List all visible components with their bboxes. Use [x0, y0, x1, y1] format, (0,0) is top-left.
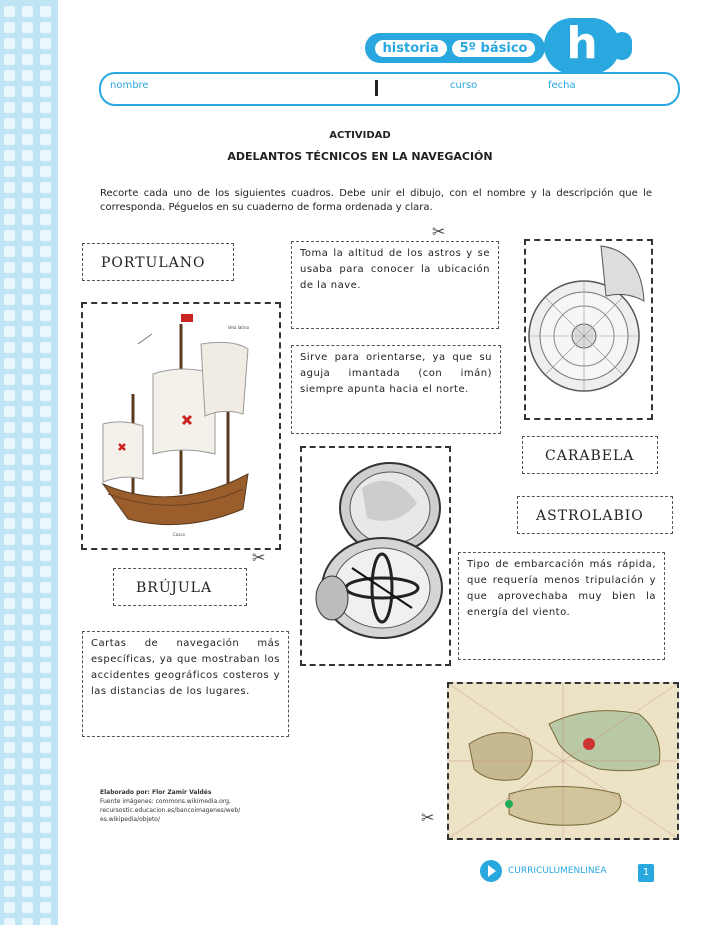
sidebar-square — [4, 342, 15, 353]
sidebar-square — [40, 246, 51, 257]
sidebar-square — [4, 6, 15, 17]
sidebar-square — [40, 438, 51, 449]
sidebar-square — [40, 630, 51, 641]
sidebar-square — [22, 118, 33, 129]
sidebar-square — [22, 886, 33, 897]
sidebar-square — [40, 166, 51, 177]
brand-name: CURRICULUMENLINEA — [508, 866, 607, 876]
image-card-astrolabio — [524, 239, 653, 420]
sidebar-square — [22, 342, 33, 353]
sidebar-square — [22, 614, 33, 625]
sidebar-square — [22, 646, 33, 657]
sidebar-square — [40, 454, 51, 465]
sidebar-square — [40, 902, 51, 913]
sidebar-square — [4, 726, 15, 737]
sidebar-square — [40, 406, 51, 417]
sidebar-square — [40, 870, 51, 881]
header-badge-bar — [365, 33, 545, 63]
sidebar-square — [22, 662, 33, 673]
credits — [100, 788, 240, 824]
sidebar-square — [4, 118, 15, 129]
sidebar-square — [40, 70, 51, 81]
sidebar-square — [4, 406, 15, 417]
sidebar-square — [4, 374, 15, 385]
sidebar-square — [4, 214, 15, 225]
sidebar-square — [4, 230, 15, 241]
sidebar-square — [22, 54, 33, 65]
desc-card-brujula: Sirve para orientarse, ya que su aguja imantada (con imán) siempre apunta hacia el norte. — [291, 345, 501, 434]
sidebar-square — [22, 582, 33, 593]
sidebar-square — [40, 86, 51, 97]
sidebar-square — [40, 262, 51, 273]
caravel-image — [83, 304, 279, 548]
sidebar-square — [40, 726, 51, 737]
scissors-icon: ✂ — [252, 548, 266, 567]
sidebar-square — [22, 502, 33, 513]
label-carabela: CARABELA — [545, 448, 635, 464]
label-card-portulano — [82, 243, 234, 281]
svg-text:Casco: Casco — [173, 532, 185, 537]
sidebar-square — [4, 70, 15, 81]
sidebar-square — [22, 822, 33, 833]
desc-card-astrolabio: Toma la altitud de los astros y se usaba para conocer la ubicación de la nave. — [291, 241, 499, 329]
sidebar-square — [22, 518, 33, 529]
sidebar-square — [40, 486, 51, 497]
sidebar-square — [40, 182, 51, 193]
sidebar-square — [4, 246, 15, 257]
sidebar-square — [4, 550, 15, 561]
credits-line-1: Elaborado por: Flor Zamir Valdés — [100, 789, 212, 796]
sidebar-square — [4, 806, 15, 817]
sidebar-square — [4, 38, 15, 49]
subject-badge: historia — [375, 40, 447, 57]
sidebar-square — [40, 710, 51, 721]
sidebar-square — [22, 838, 33, 849]
label-card-brujula — [113, 568, 247, 606]
activity-title: ADELANTOS TÉCNICOS EN LA NAVEGACIÓN — [227, 150, 493, 163]
name-label: nombre — [110, 80, 149, 91]
sidebar-square — [22, 790, 33, 801]
footer-logo — [480, 860, 607, 882]
scissors-icon: ✂ — [421, 808, 435, 827]
sidebar-square — [4, 278, 15, 289]
sidebar-square — [40, 550, 51, 561]
image-card-brujula — [300, 446, 451, 666]
sidebar-square — [22, 374, 33, 385]
sidebar-square — [40, 614, 51, 625]
sidebar-square — [22, 470, 33, 481]
sidebar-square — [4, 758, 15, 769]
sidebar-square — [4, 518, 15, 529]
sidebar-square — [22, 854, 33, 865]
sidebar-square — [22, 550, 33, 561]
sidebar-square — [40, 198, 51, 209]
sidebar-square — [22, 230, 33, 241]
date-label: fecha — [548, 80, 576, 91]
label-astrolabio: ASTROLABIO — [536, 508, 644, 524]
sidebar-square — [4, 534, 15, 545]
sidebar-square — [4, 838, 15, 849]
sidebar-square — [4, 822, 15, 833]
sidebar-square — [40, 646, 51, 657]
sidebar-square — [4, 710, 15, 721]
sidebar-square — [4, 630, 15, 641]
credits-line-3: recursostic.educacion.es/bancoimagenes/web/ — [100, 807, 241, 814]
activity-heading: ACTIVIDAD — [329, 130, 391, 141]
sidebar-square — [40, 694, 51, 705]
scissors-icon: ✂ — [432, 222, 446, 241]
sidebar-square — [22, 486, 33, 497]
sidebar-square — [4, 326, 15, 337]
sidebar-square — [40, 22, 51, 33]
sidebar-square — [4, 310, 15, 321]
sidebar-square — [40, 374, 51, 385]
sidebar-square — [40, 6, 51, 17]
sidebar-square — [22, 86, 33, 97]
sidebar-square — [4, 198, 15, 209]
sidebar-square — [40, 470, 51, 481]
sidebar-square — [40, 582, 51, 593]
sidebar-square — [40, 422, 51, 433]
sidebar-square — [22, 534, 33, 545]
subject-logo: h — [544, 18, 620, 74]
sidebar-square — [40, 566, 51, 577]
sidebar-square — [22, 758, 33, 769]
sidebar-square — [40, 806, 51, 817]
sidebar-square — [4, 294, 15, 305]
sidebar-square — [4, 598, 15, 609]
sidebar-square — [22, 406, 33, 417]
sidebar-square — [22, 422, 33, 433]
sidebar-square — [40, 838, 51, 849]
sidebar-square — [22, 438, 33, 449]
course-label: curso — [450, 80, 478, 91]
sidebar-square — [4, 390, 15, 401]
sidebar-square — [4, 262, 15, 273]
astrolabe-image — [526, 241, 651, 418]
sidebar-square — [4, 870, 15, 881]
sidebar-square — [4, 86, 15, 97]
sidebar-square — [22, 246, 33, 257]
sidebar-square — [40, 502, 51, 513]
sidebar-square — [40, 118, 51, 129]
sidebar-square — [22, 102, 33, 113]
sidebar-square — [22, 166, 33, 177]
sidebar-square — [22, 726, 33, 737]
sidebar-square — [22, 454, 33, 465]
sidebar-square — [4, 22, 15, 33]
sidebar-square — [22, 694, 33, 705]
sidebar-square — [4, 454, 15, 465]
sidebar-square — [4, 646, 15, 657]
sidebar-square — [22, 182, 33, 193]
sidebar-square — [4, 854, 15, 865]
sidebar-square — [22, 806, 33, 817]
sidebar-square — [22, 294, 33, 305]
credits-line-4: es.wikipedia/objeto/ — [100, 816, 160, 823]
sidebar-square — [40, 598, 51, 609]
credits-line-2: Fuente imágenes: commons.wikimedia.org, — [100, 798, 231, 805]
sidebar-square — [40, 38, 51, 49]
sidebar-square — [22, 262, 33, 273]
sidebar-square — [40, 102, 51, 113]
sidebar-square — [40, 678, 51, 689]
sidebar-square — [4, 54, 15, 65]
sidebar-square — [4, 502, 15, 513]
sidebar-square — [40, 54, 51, 65]
image-card-carabela — [81, 302, 281, 550]
sidebar-square — [4, 358, 15, 369]
sidebar-square — [22, 358, 33, 369]
text-cursor — [375, 80, 378, 96]
sidebar-square — [4, 902, 15, 913]
sidebar-square — [4, 582, 15, 593]
student-info-bar — [99, 72, 680, 106]
svg-text:Vela latina: Vela latina — [228, 325, 249, 330]
sidebar-square — [22, 38, 33, 49]
sidebar-square — [4, 438, 15, 449]
grade-badge: 5º básico — [452, 40, 536, 57]
sidebar-square — [40, 294, 51, 305]
sidebar-square — [4, 470, 15, 481]
sidebar-square — [22, 214, 33, 225]
sidebar-square — [40, 390, 51, 401]
sidebar-square — [4, 182, 15, 193]
sidebar-square — [4, 774, 15, 785]
sidebar-square — [40, 326, 51, 337]
sidebar-square — [22, 630, 33, 641]
sidebar-square — [4, 742, 15, 753]
sidebar-square — [22, 598, 33, 609]
sidebar-square — [22, 70, 33, 81]
sidebar-square — [4, 166, 15, 177]
label-card-carabela — [522, 436, 658, 474]
instructions: Recorte cada uno de los siguientes cuadros. Debe unir el dibujo, con el nombre y la descripción que le corresponda. Péguelos en su cuaderno de forma ordenada y clara. — [100, 188, 652, 213]
page-number: 1 — [638, 864, 654, 882]
sidebar-square — [22, 742, 33, 753]
sidebar-square — [40, 742, 51, 753]
sidebar-square — [40, 662, 51, 673]
label-brujula: BRÚJULA — [136, 580, 213, 596]
sidebar-square — [40, 918, 51, 925]
sidebar-square — [40, 758, 51, 769]
sidebar-square — [40, 342, 51, 353]
sidebar-square — [22, 198, 33, 209]
sidebar-square — [22, 310, 33, 321]
sidebar-square — [4, 678, 15, 689]
sidebar-square — [40, 822, 51, 833]
portolan-map-image — [449, 684, 677, 838]
sidebar-square — [22, 22, 33, 33]
sidebar-square — [22, 6, 33, 17]
sidebar-square — [4, 566, 15, 577]
sidebar-square — [40, 278, 51, 289]
label-card-astrolabio — [517, 496, 673, 534]
sidebar-square — [40, 774, 51, 785]
sidebar-square — [22, 774, 33, 785]
sidebar-square — [40, 518, 51, 529]
sidebar-square — [4, 102, 15, 113]
sidebar-square — [4, 694, 15, 705]
image-card-portulano — [447, 682, 679, 840]
sidebar-square — [4, 422, 15, 433]
sidebar-square — [22, 390, 33, 401]
compass-image — [302, 448, 449, 664]
sidebar-square — [22, 918, 33, 925]
sidebar-square — [22, 326, 33, 337]
sidebar-square — [40, 854, 51, 865]
desc-card-carabela: Tipo de embarcación más rápida, que requería menos tripulación y que aprovechaba muy bien la energía del viento. — [458, 552, 665, 660]
desc-card-portulano: Cartas de navegación más específicas, ya que mostraban los accidentes geográficos costeros y las distancias de los lugares. — [82, 631, 289, 737]
sidebar-square — [4, 790, 15, 801]
sidebar-square — [40, 886, 51, 897]
sidebar-square — [22, 710, 33, 721]
sidebar-square — [22, 566, 33, 577]
sidebar-square — [4, 918, 15, 925]
sidebar-square — [4, 662, 15, 673]
sidebar-square — [4, 614, 15, 625]
sidebar-square — [4, 886, 15, 897]
sidebar-square — [40, 790, 51, 801]
label-portulano: PORTULANO — [101, 255, 206, 271]
sidebar-square — [22, 278, 33, 289]
sidebar-square — [40, 310, 51, 321]
sidebar-square — [40, 358, 51, 369]
sidebar-square — [22, 678, 33, 689]
sidebar-square — [40, 534, 51, 545]
play-icon — [480, 860, 502, 882]
sidebar-square — [22, 902, 33, 913]
sidebar-square — [4, 486, 15, 497]
sidebar-square — [40, 230, 51, 241]
sidebar-square — [40, 214, 51, 225]
sidebar-square — [22, 870, 33, 881]
